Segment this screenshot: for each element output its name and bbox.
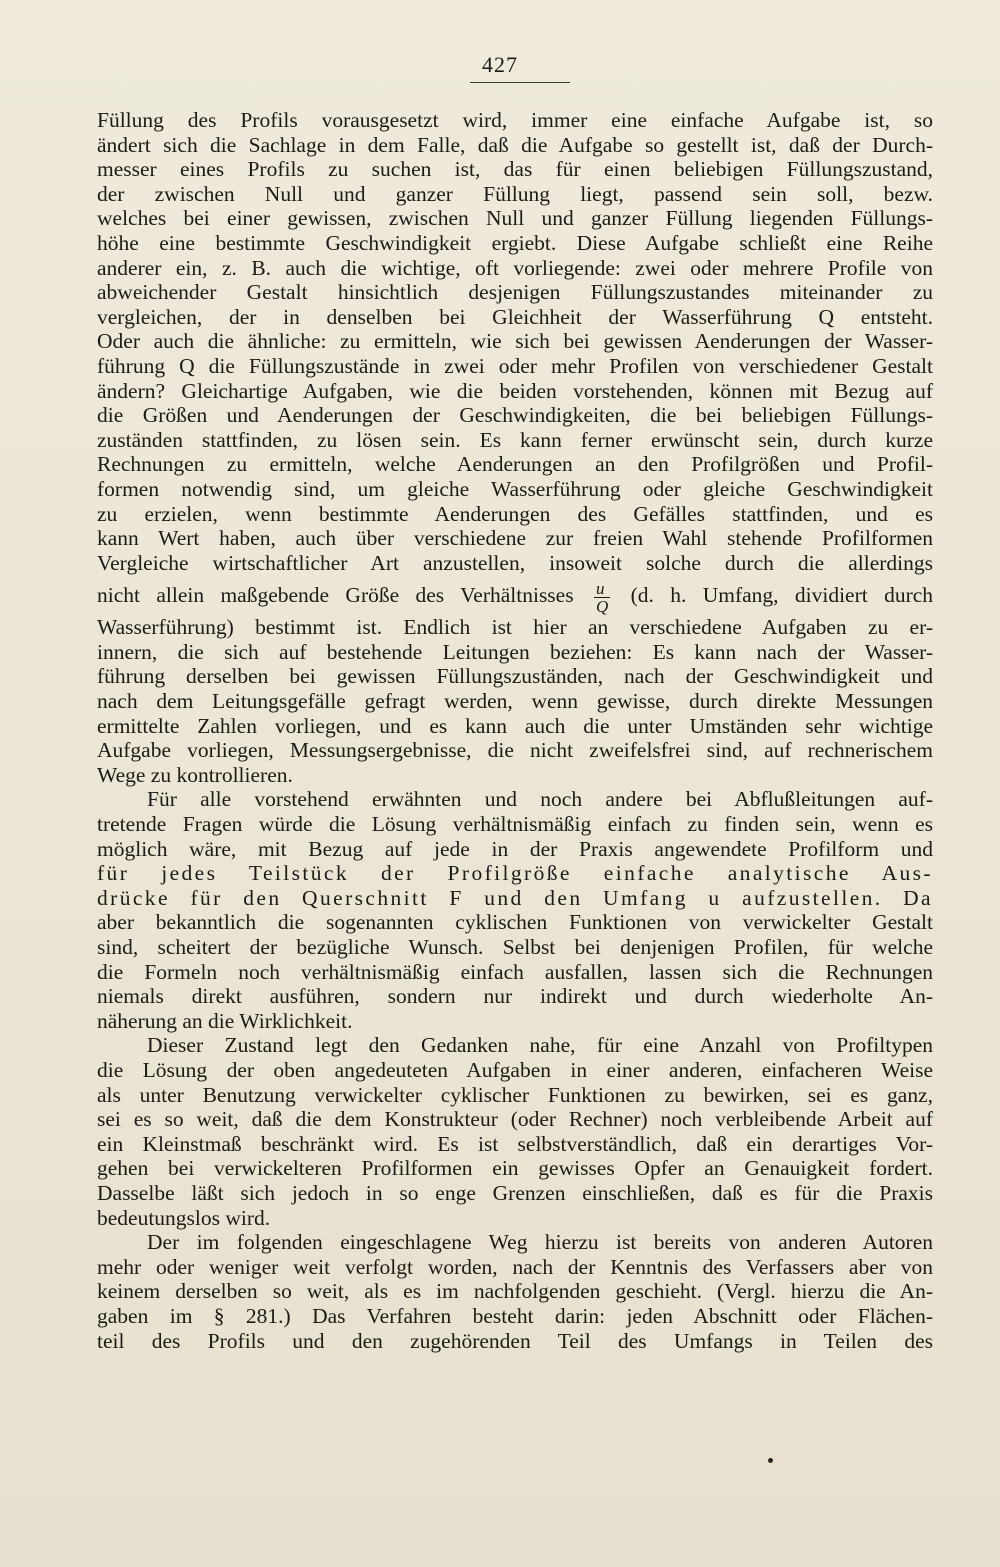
text-line: Dasselbe läßt sich jedoch in so enge Grenzen einschließen, daß es für die Praxis <box>97 1180 933 1205</box>
text-line: Oder auch die ähnliche: zu ermitteln, wie sich bei gewissen Aenderungen der Wasser- <box>97 329 933 354</box>
fraction-numerator: u <box>594 580 610 598</box>
header-rule <box>470 82 570 83</box>
text-line: gehen bei verwickelteren Profilformen ein gewisses Opfer an Genauigkeit fordert. <box>97 1156 933 1181</box>
text-line: zuständen stattfinden, zu lösen sein. Es kann ferner erwünscht sein, durch kurze <box>97 427 933 452</box>
text-line: aber bekanntlich die sogenannten cyklischen Funktionen von verwickelter Gestalt <box>97 910 933 935</box>
text-line: Aufgabe vorliegen, Messungsergebnisse, die nicht zweifelsfrei sind, auf rechnerischem <box>97 738 933 763</box>
text-line: welches bei einer gewissen, zwischen Null und ganzer Füllung liegenden Füllungs- <box>97 206 933 231</box>
paragraph-first-line: Für alle vorstehend erwähnten und noch andere bei Abflußleitungen auf- <box>147 787 933 812</box>
fraction-line-after: (d. h. Umfang, dividiert durch <box>630 583 933 608</box>
body-text <box>97 108 933 1353</box>
text-line: keinem derselben so weit, als es im nachfolgenden geschieht. (Vergl. hierzu die An- <box>97 1279 933 1304</box>
text-line: ändert sich die Sachlage in dem Falle, daß die Aufgabe so gestellt ist, daß der Durch- <box>97 132 933 157</box>
text-line: zu erzielen, wenn bestimmte Aenderungen des Gefälles stattfinden, und es <box>97 501 933 526</box>
text-line: teil des Profils und den zugehörenden Teil des Umfangs in Teilen des <box>97 1328 933 1353</box>
text-line: kann Wert haben, auch über verschiedene zur freien Wahl stehende Profilformen <box>97 526 933 551</box>
text-line: möglich wäre, mit Bezug auf jede in der Praxis angewendete Profilform und <box>97 836 933 861</box>
fraction-text-line <box>97 575 933 615</box>
text-line: mehr oder weniger weit verfolgt worden, nach der Kenntnis des Verfassers aber von <box>97 1254 933 1279</box>
text-line: der zwischen Null und ganzer Füllung liegt, passend sein soll, bezw. <box>97 181 933 206</box>
text-line: drücke für den Querschnitt F und den Umfang u aufzustellen. Da <box>97 885 933 910</box>
text-line: die Lösung der oben angedeuteten Aufgaben in einer anderen, einfacheren Weise <box>97 1057 933 1082</box>
text-line: Wege zu kontrollieren. <box>97 762 293 787</box>
text-line: abweichender Gestalt hinsichtlich desjenigen Füllungszustandes miteinander zu <box>97 280 933 305</box>
text-line: als unter Benutzung verwickelter cyklischer Funktionen zu bewirken, sei es ganz, <box>97 1082 933 1107</box>
text-line: ein Kleinstmaß beschränkt wird. Es ist selbstverständlich, daß ein derartiges Vor- <box>97 1131 933 1156</box>
fraction-denominator: Q <box>595 596 609 616</box>
text-line: bedeutungslos wird. <box>97 1205 271 1230</box>
text-line: sind, scheitert der bezügliche Wunsch. Selbst bei denjenigen Profilen, für welche <box>97 935 933 959</box>
text-line: für jedes Teilstück der Profilgröße einfache analytische Aus- <box>97 861 933 886</box>
text-line: höhe eine bestimmte Geschwindigkeit ergiebt. Diese Aufgabe schließt eine Reihe <box>97 230 933 255</box>
text-line: die Größen und Aenderungen der Geschwindigkeiten, die bei beliebigen Füllungs- <box>97 403 933 428</box>
text-line: die Formeln noch verhältnismäßig einfach ausfallen, lassen sich die Rechnungen <box>97 959 933 984</box>
text-line: gaben im § 281.) Das Verfahren besteht darin: jeden Abschnitt oder Flächen- <box>97 1303 933 1328</box>
fraction-line-before: nicht allein maßgebende Größe des Verhältnisses <box>97 583 574 608</box>
text-line: führung derselben bei gewissen Füllungszuständen, nach der Geschwindigkeit und <box>97 664 933 689</box>
text-line: formen notwendig sind, um gleiche Wasserführung oder gleiche Geschwindigkeit <box>97 476 933 501</box>
text-line: ändern? Gleichartige Aufgaben, wie die beiden vorstehenden, können mit Bezug auf <box>97 378 933 403</box>
text-line: niemals direkt ausführen, sondern nur indirekt und durch wiederholte An- <box>97 984 933 1009</box>
paragraph-first-line: Dieser Zustand legt den Gedanken nahe, für eine Anzahl von Profiltypen <box>147 1033 933 1058</box>
text-line: innern, die sich auf bestehende Leitungen beziehen: Es kann nach der Wasser- <box>97 639 933 664</box>
ink-dot <box>768 1458 773 1463</box>
text-line: messer eines Profils zu suchen ist, das für einen beliebigen Füllungszustand, <box>97 157 933 182</box>
fraction-u-over-q <box>594 580 610 615</box>
text-line: Füllung des Profils vorausgesetzt wird, immer eine einfache Aufgabe ist, so <box>97 108 933 132</box>
paragraph-first-line: Der im folgenden eingeschlagene Weg hierzu ist bereits von anderen Autoren <box>147 1230 933 1255</box>
text-line: Wasserführung) bestimmt ist. Endlich ist hier an verschiedene Aufgaben zu er- <box>97 615 933 640</box>
text-line: tretende Fragen würde die Lösung verhältnismäßig einfach zu finden sein, wenn es <box>97 812 933 837</box>
text-line: nach dem Leitungsgefälle gefragt werden, wenn gewisse, durch direkte Messungen <box>97 689 933 714</box>
text-line: sei es so weit, daß die dem Konstrukteur (oder Rechner) noch verbleibende Arbeit auf <box>97 1107 933 1132</box>
text-line: näherung an die Wirklichkeit. <box>97 1008 353 1033</box>
text-line: vergleichen, der in denselben bei Gleichheit der Wasserführung Q entsteht. <box>97 304 933 329</box>
text-line: ermittelte Zahlen vorliegen, und es kann auch die unter Umständen sehr wichtige <box>97 713 933 738</box>
text-line: Rechnungen zu ermitteln, welche Aenderungen an den Profilgrößen und Profil- <box>97 452 933 477</box>
text-line: Vergleiche wirtschaftlicher Art anzustellen, insoweit solche durch die allerdings <box>97 550 933 575</box>
text-line: anderer ein, z. B. auch die wichtige, oft vorliegende: zwei oder mehrere Profile von <box>97 255 933 280</box>
text-line: führung Q die Füllungszustände in zwei oder mehr Profilen von verschiedener Gestalt <box>97 353 933 378</box>
page-number: 427 <box>482 52 518 77</box>
